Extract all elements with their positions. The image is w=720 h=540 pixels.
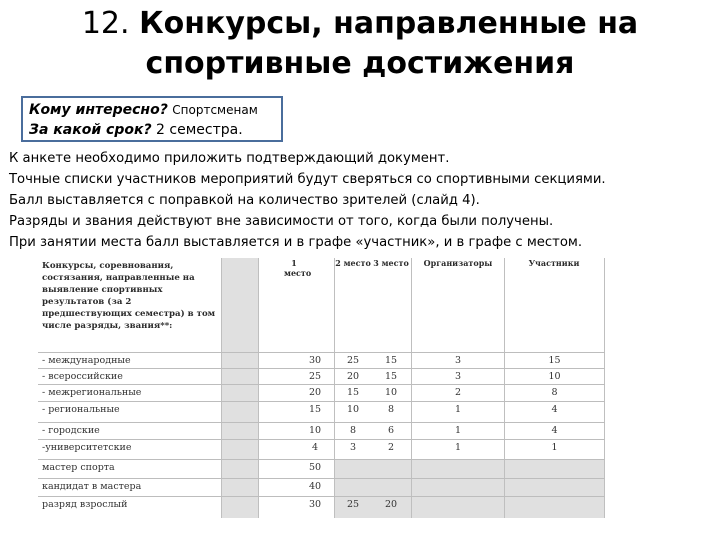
cell-place-1: 4: [311, 442, 319, 453]
cell-place-1: 30: [308, 499, 322, 510]
title-text-1: Конкурсы, направленные на: [139, 6, 639, 41]
info-answer-1: Спортсменам: [172, 103, 258, 117]
column-header: 3 место: [373, 258, 409, 268]
cell-place-1: 10: [308, 425, 322, 436]
column-header: Организаторы: [423, 258, 493, 268]
cell-organizers: 1: [454, 425, 462, 436]
cell-place-2: 25: [346, 355, 360, 366]
table-row: [38, 439, 605, 457]
title-line-1: [0, 4, 720, 44]
row-label: кандидат в мастера: [42, 481, 142, 492]
column-header: Участники: [528, 258, 580, 268]
cell-place-3: 15: [384, 355, 398, 366]
cell-participants: 1: [551, 442, 558, 453]
row-label: -университетские: [42, 442, 132, 453]
row-label: - региональные: [42, 404, 120, 415]
table-row: [38, 401, 605, 419]
slide-title: [0, 4, 720, 84]
row-label: - всероссийские: [42, 371, 123, 382]
notes-block: [9, 148, 714, 253]
table-row: [38, 478, 605, 496]
title-number: 12.: [81, 6, 130, 41]
cell-place-1: 30: [308, 355, 322, 366]
note-line: Разряды и звания действуют вне зависимости от того, когда были получены.: [9, 214, 554, 229]
points-table: [38, 258, 605, 518]
cell-place-2: 3: [349, 442, 357, 453]
info-question-2: За какой срок?: [29, 122, 152, 138]
table-row: [38, 384, 605, 402]
cell-organizers: 1: [454, 442, 462, 453]
cell-place-3: 15: [384, 371, 398, 382]
cell-place-2: 10: [346, 404, 360, 415]
cell-place-2: 15: [346, 387, 360, 398]
table-row: [38, 496, 605, 514]
table-row: [38, 459, 605, 477]
cell-organizers: 3: [454, 371, 462, 382]
cell-place-1: 40: [308, 481, 322, 492]
cell-participants: 15: [548, 355, 561, 366]
title-line-2: спортивные достижения: [145, 46, 575, 81]
column-header: 1 место: [284, 258, 312, 278]
info-box: [21, 96, 283, 142]
cell-organizers: 1: [454, 404, 462, 415]
note-line: При занятии места балл выставляется и в графе «участник», и в графе с местом.: [9, 235, 583, 250]
cell-place-3: 2: [387, 442, 395, 453]
column-header: 2 место: [335, 258, 371, 268]
cell-place-1: 25: [308, 371, 322, 382]
note-line: Точные списки участников мероприятий будут сверяться со спортивными секциями.: [9, 172, 606, 187]
row-label: - межрегиональные: [42, 387, 142, 398]
cell-place-1: 50: [308, 462, 322, 473]
cell-place-2: 8: [349, 425, 357, 436]
note-line: К анкете необходимо приложить подтверждающий документ.: [9, 151, 450, 166]
cell-participants: 10: [548, 371, 561, 382]
info-question-1: Кому интересно?: [29, 102, 168, 118]
table-header-left: Конкурсы, соревнования, состязания, направленные на выявление спортивных результатов (за 2 предшествующих семестра) в том числе разряды, звания**:: [42, 261, 216, 331]
info-line-1: [29, 100, 275, 120]
cell-organizers: 2: [454, 387, 462, 398]
cell-participants: 4: [551, 404, 558, 415]
cell-place-1: 15: [308, 404, 322, 415]
cell-place-3: 6: [387, 425, 395, 436]
table-row: [38, 422, 605, 440]
cell-place-2: 20: [346, 371, 360, 382]
row-label: - городские: [42, 425, 100, 436]
cell-place-3: 20: [384, 499, 398, 510]
info-answer-2: 2 семестра.: [156, 122, 243, 138]
cell-participants: 8: [551, 387, 558, 398]
note-line: Балл выставляется с поправкой на количество зрителей (слайд 4).: [9, 193, 480, 208]
cell-participants: 4: [551, 425, 558, 436]
row-label: - международные: [42, 355, 131, 366]
row-label: мастер спорта: [42, 462, 115, 473]
cell-place-3: 10: [384, 387, 398, 398]
cell-place-3: 8: [387, 404, 395, 415]
cell-place-2: 25: [346, 499, 360, 510]
row-label: разряд взрослый: [42, 499, 128, 510]
cell-organizers: 3: [454, 355, 462, 366]
cell-place-1: 20: [308, 387, 322, 398]
info-line-2: [29, 120, 275, 140]
